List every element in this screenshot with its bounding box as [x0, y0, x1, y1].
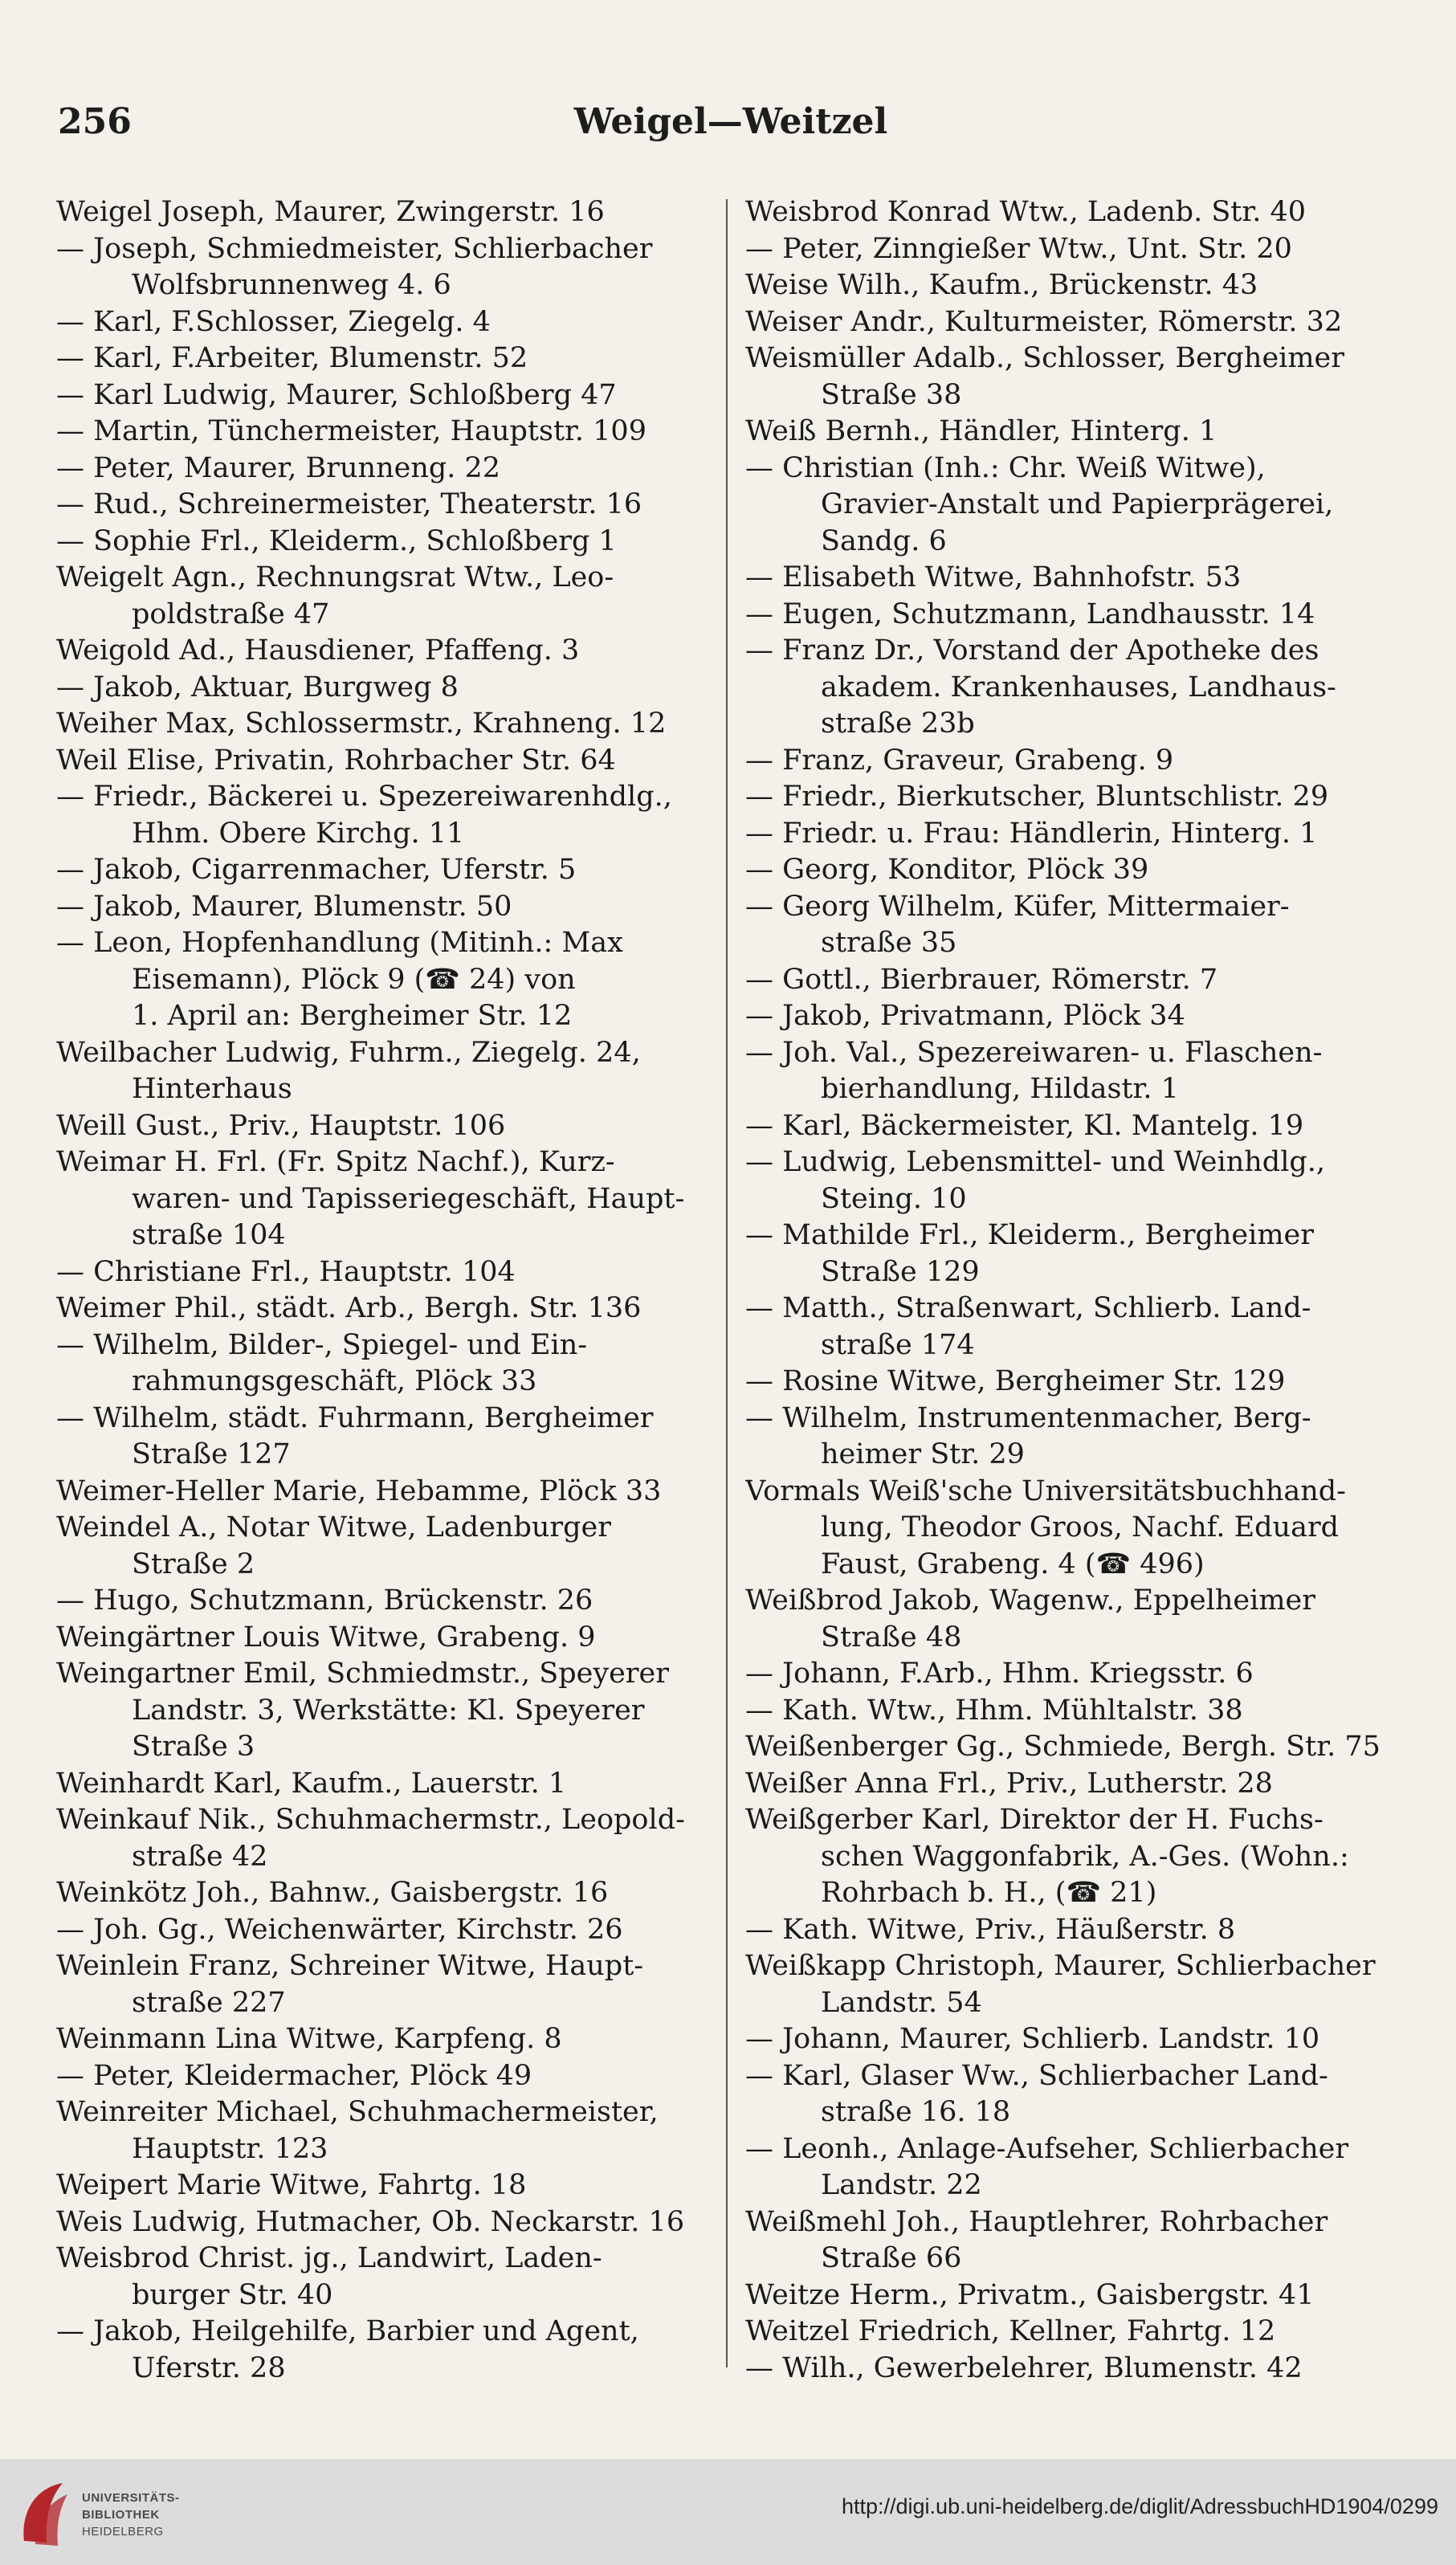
directory-entry: — Georg Wilhelm, Küfer, Mittermaier-: [745, 890, 1290, 923]
directory-entry: — Peter, Zinngießer Wtw., Unt. Str. 20: [745, 232, 1292, 265]
directory-entry: Weingartner Emil, Schmiedmstr., Speyerer: [56, 1658, 669, 1690]
directory-entry: Weindel A., Notar Witwe, Ladenburger: [56, 1511, 611, 1543]
directory-entry: — Peter, Maurer, Brunneng. 22: [56, 451, 501, 484]
directory-entry-continuation: Eisemann), Plöck 9 (☎ 24) von: [132, 963, 576, 996]
directory-entry: Weinlein Franz, Schreiner Witwe, Haupt-: [56, 1950, 644, 1982]
directory-entry-continuation: Steing. 10: [821, 1182, 967, 1215]
directory-entry-continuation: Straße 127: [132, 1438, 291, 1470]
directory-entry-continuation: bierhandlung, Hildastr. 1: [821, 1073, 1179, 1105]
directory-entry: — Elisabeth Witwe, Bahnhofstr. 53: [745, 561, 1242, 593]
directory-entry: — Franz, Graveur, Grabeng. 9: [745, 744, 1174, 777]
source-url-link[interactable]: http://digi.ub.uni-heidelberg.de/diglit/AdressbuchHD1904/0299: [841, 2494, 1438, 2518]
directory-entry-continuation: Gravier-Anstalt und Papierprägerei,: [821, 488, 1334, 520]
directory-entry: — Karl, Glaser Ww., Schlierbacher Land-: [745, 2059, 1328, 2092]
directory-entry: — Peter, Kleidermacher, Plöck 49: [56, 2059, 532, 2092]
directory-entry: — Friedr. u. Frau: Händlerin, Hinterg. 1: [745, 817, 1318, 850]
page-number: 256: [58, 101, 132, 142]
directory-entry: — Jakob, Privatmann, Plöck 34: [745, 1000, 1185, 1032]
directory-entry-continuation: akadem. Krankenhauses, Landhaus-: [821, 671, 1336, 703]
directory-entry-continuation: waren- und Tapisseriegeschäft, Haupt-: [132, 1182, 685, 1215]
directory-entry: — Kath. Witwe, Priv., Häußerstr. 8: [745, 1913, 1236, 1946]
directory-entry-continuation: 1. April an: Bergheimer Str. 12: [132, 1000, 573, 1032]
directory-entry-continuation: straße 35: [821, 927, 957, 959]
directory-entry: — Kath. Wtw., Hhm. Mühltalstr. 38: [745, 1694, 1243, 1727]
directory-entry: — Rud., Schreinermeister, Theaterstr. 16: [56, 488, 642, 520]
directory-entry: — Mathilde Frl., Kleiderm., Bergheimer: [745, 1219, 1314, 1251]
directory-entry: Weismüller Adalb., Schlosser, Bergheimer: [745, 342, 1345, 374]
library-logo[interactable]: [18, 2480, 186, 2547]
directory-entry: — Johann, Maurer, Schlierb. Landstr. 10: [745, 2023, 1320, 2055]
directory-entry-continuation: Landstr. 54: [821, 1986, 982, 2019]
directory-entry: — Georg, Konditor, Plöck 39: [745, 854, 1149, 886]
directory-entry-continuation: Faust, Grabeng. 4 (☎ 496): [821, 1548, 1205, 1580]
directory-entry: — Karl, Bäckermeister, Kl. Mantelg. 19: [745, 1109, 1304, 1142]
directory-entry: Weipert Marie Witwe, Fahrtg. 18: [56, 2169, 527, 2201]
directory-entry: — Rosine Witwe, Bergheimer Str. 129: [745, 1365, 1286, 1397]
directory-entry-continuation: Hauptstr. 123: [132, 2132, 328, 2165]
directory-entry-continuation: schen Waggonfabrik, A.-Ges. (Wohn.:: [821, 1840, 1349, 1873]
directory-entry: Weinkötz Joh., Bahnw., Gaisbergstr. 16: [56, 1877, 609, 1909]
directory-entry-continuation: Straße 3: [132, 1731, 255, 1763]
directory-entry: — Ludwig, Lebensmittel- und Weinhdlg.,: [745, 1146, 1326, 1178]
directory-entry-continuation: straße 16. 18: [821, 2096, 1011, 2128]
directory-entry: — Friedr., Bierkutscher, Bluntschlistr. 29: [745, 781, 1329, 813]
directory-entry: Weiser Andr., Kulturmeister, Römerstr. 32: [745, 305, 1343, 338]
directory-entry-continuation: Straße 129: [821, 1255, 980, 1288]
directory-entry: Weitzel Friedrich, Kellner, Fahrtg. 12: [745, 2315, 1276, 2347]
directory-entry-continuation: lung, Theodor Groos, Nachf. Eduard: [821, 1511, 1340, 1543]
directory-entry: — Wilhelm, Bilder-, Spiegel- und Ein-: [56, 1328, 588, 1361]
left-column: [56, 194, 711, 2387]
directory-entry: Weill Gust., Priv., Hauptstr. 106: [56, 1109, 506, 1142]
directory-entry-continuation: Landstr. 22: [821, 2169, 982, 2201]
right-column: [745, 194, 1400, 2387]
logo-text-line-2: BIBLIOTHEK: [82, 2508, 160, 2522]
directory-entry: Weigel Joseph, Maurer, Zwingerstr. 16: [56, 196, 605, 228]
directory-entry: — Leonh., Anlage-Aufseher, Schlierbacher: [745, 2132, 1349, 2165]
directory-entry: — Joh. Gg., Weichenwärter, Kirchstr. 26: [56, 1913, 623, 1946]
directory-entry: — Johann, F.Arb., Hhm. Kriegsstr. 6: [745, 1658, 1254, 1690]
directory-entry-continuation: Wolfsbrunnenweg 4. 6: [132, 269, 451, 301]
directory-entry: — Franz Dr., Vorstand der Apotheke des: [745, 634, 1319, 667]
directory-entry-continuation: Straße 38: [821, 378, 962, 411]
directory-entry: Weißgerber Karl, Direktor der H. Fuchs-: [745, 1804, 1323, 1836]
library-seal-icon: [18, 2480, 74, 2547]
directory-entry-continuation: Sandg. 6: [821, 524, 947, 557]
directory-entry: — Jakob, Aktuar, Burgweg 8: [56, 671, 459, 703]
directory-entry-continuation: Uferstr. 28: [132, 2351, 286, 2384]
directory-entry: Weinmann Lina Witwe, Karpfeng. 8: [56, 2023, 562, 2055]
directory-entry: — Leon, Hopfenhandlung (Mitinh.: Max: [56, 927, 623, 959]
directory-entry-continuation: Landstr. 3, Werkstätte: Kl. Speyerer: [132, 1694, 645, 1727]
directory-entry: — Joseph, Schmiedmeister, Schlierbacher: [56, 232, 653, 265]
directory-entry: Weisbrod Christ. jg., Landwirt, Laden-: [56, 2242, 602, 2274]
directory-entry: — Jakob, Cigarrenmacher, Uferstr. 5: [56, 854, 577, 886]
directory-entry: Vormals Weiß'sche Universitätsbuchhand-: [745, 1474, 1347, 1507]
directory-entry-continuation: rahmungsgeschäft, Plöck 33: [132, 1365, 537, 1397]
directory-entry: Weiher Max, Schlossermstr., Krahneng. 12: [56, 708, 667, 740]
running-title: Weigel—Weitzel: [573, 101, 888, 142]
directory-entry-continuation: straße 42: [132, 1840, 268, 1873]
directory-entry: Weiß Bernh., Händler, Hinterg. 1: [745, 415, 1217, 447]
directory-entry: Weilbacher Ludwig, Fuhrm., Ziegelg. 24,: [56, 1036, 641, 1069]
directory-entry: Weingärtner Louis Witwe, Grabeng. 9: [56, 1621, 596, 1654]
directory-entry: — Eugen, Schutzmann, Landhausstr. 14: [745, 597, 1315, 630]
directory-entry: — Matth., Straßenwart, Schlierb. Land-: [745, 1292, 1311, 1324]
directory-entry: Weitze Herm., Privatm., Gaisbergstr. 41: [745, 2278, 1315, 2311]
directory-entry-continuation: Straße 48: [821, 1621, 962, 1654]
directory-entry: Weinkauf Nik., Schuhmachermstr., Leopold-: [56, 1804, 685, 1836]
directory-entry: — Christiane Frl., Hauptstr. 104: [56, 1255, 516, 1288]
directory-entry: Weinhardt Karl, Kaufm., Lauerstr. 1: [56, 1767, 567, 1800]
directory-entry-continuation: straße 23b: [821, 708, 975, 740]
directory-entry-continuation: Straße 66: [821, 2242, 962, 2274]
directory-entry: — Martin, Tünchermeister, Hauptstr. 109: [56, 415, 646, 447]
directory-entry: — Jakob, Heilgehilfe, Barbier und Agent,: [56, 2315, 639, 2347]
directory-entry: — Wilh., Gewerbelehrer, Blumenstr. 42: [745, 2351, 1303, 2384]
directory-entry: — Jakob, Maurer, Blumenstr. 50: [56, 890, 512, 923]
directory-entry: — Friedr., Bäckerei u. Spezereiwarenhdlg.,: [56, 781, 672, 813]
directory-entry: Weißer Anna Frl., Priv., Lutherstr. 28: [745, 1767, 1273, 1800]
directory-entry-continuation: straße 174: [821, 1328, 975, 1361]
directory-entry: — Sophie Frl., Kleiderm., Schloßberg 1: [56, 524, 617, 557]
directory-entry: Weimer Phil., städt. Arb., Bergh. Str. 136: [56, 1292, 642, 1324]
directory-entry-continuation: straße 104: [132, 1219, 286, 1251]
page-header: [48, 96, 1413, 153]
directory-entry: — Wilhelm, Instrumentenmacher, Berg-: [745, 1401, 1311, 1434]
directory-entry: Weißkapp Christoph, Maurer, Schlierbacher: [745, 1950, 1376, 1982]
directory-entry-continuation: burger Str. 40: [132, 2278, 333, 2311]
directory-entry: Weigelt Agn., Rechnungsrat Wtw., Leo-: [56, 561, 614, 593]
directory-entry: Weißmehl Joh., Hauptlehrer, Rohrbacher: [745, 2205, 1328, 2238]
directory-entry-continuation: straße 227: [132, 1986, 286, 2019]
directory-entry: Weil Elise, Privatin, Rohrbacher Str. 64: [56, 744, 616, 777]
directory-entry: Weigold Ad., Hausdiener, Pfaffeng. 3: [56, 634, 580, 667]
directory-entry-continuation: Hinterhaus: [132, 1073, 292, 1105]
directory-entry: — Karl Ludwig, Maurer, Schloßberg 47: [56, 378, 617, 411]
directory-entry-continuation: Hhm. Obere Kirchg. 11: [132, 817, 465, 850]
directory-entry: — Joh. Val., Spezereiwaren- u. Flaschen-: [745, 1036, 1323, 1069]
viewer-footer: [0, 2459, 1456, 2565]
logo-text-line-3: HEIDELBERG: [82, 2525, 164, 2538]
directory-entry: — Hugo, Schutzmann, Brückenstr. 26: [56, 1584, 593, 1617]
directory-entry-continuation: Straße 2: [132, 1548, 255, 1580]
directory-entry-continuation: heimer Str. 29: [821, 1438, 1025, 1470]
directory-entry: — Gottl., Bierbrauer, Römerstr. 7: [745, 963, 1218, 996]
directory-entry: Weisbrod Konrad Wtw., Ladenb. Str. 40: [745, 196, 1307, 228]
directory-entry: Weißenberger Gg., Schmiede, Bergh. Str. 75: [745, 1731, 1381, 1763]
column-divider: [726, 199, 728, 2367]
directory-entry: Weimar H. Frl. (Fr. Spitz Nachf.), Kurz-: [56, 1146, 615, 1178]
directory-entry: — Karl, F.Schlosser, Ziegelg. 4: [56, 305, 491, 338]
logo-text-line-1: UNIVERSITÄTS-: [82, 2491, 180, 2505]
directory-entry: Weißbrod Jakob, Wagenw., Eppelheimer: [745, 1584, 1315, 1617]
directory-entry: — Christian (Inh.: Chr. Weiß Witwe),: [745, 451, 1266, 484]
directory-entry: Weimer-Heller Marie, Hebamme, Plöck 33: [56, 1474, 662, 1507]
directory-entry: — Wilhelm, städt. Fuhrmann, Bergheimer: [56, 1401, 654, 1434]
directory-entry: — Karl, F.Arbeiter, Blumenstr. 52: [56, 342, 528, 374]
directory-entry-continuation: Rohrbach b. H., (☎ 21): [821, 1877, 1157, 1909]
directory-entry: Weise Wilh., Kaufm., Brückenstr. 43: [745, 269, 1258, 301]
directory-entry: Weis Ludwig, Hutmacher, Ob. Neckarstr. 16: [56, 2205, 685, 2238]
directory-entry: Weinreiter Michael, Schuhmachermeister,: [56, 2096, 659, 2128]
directory-entry-continuation: poldstraße 47: [132, 597, 330, 630]
